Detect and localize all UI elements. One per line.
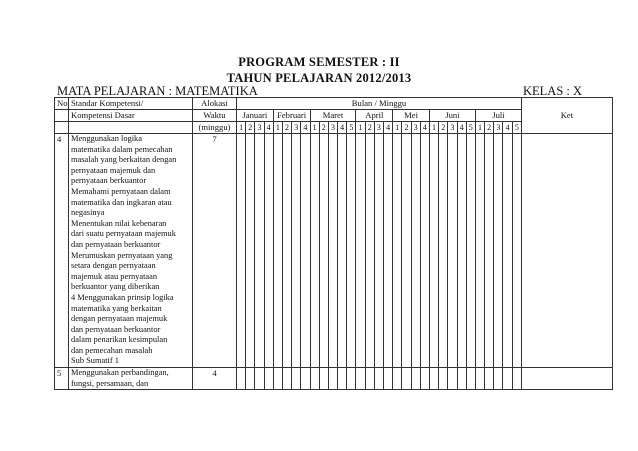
- week-schedule-cell: [365, 134, 374, 368]
- week-schedule-cell: [282, 368, 291, 390]
- competency-text-line: Merumuskan pernyataan yang: [71, 250, 173, 260]
- month-header-januari: Januari: [237, 110, 274, 122]
- month-header-maret: Maret: [310, 110, 356, 122]
- no-header-spacer: [55, 110, 69, 122]
- week-schedule-cell: [384, 368, 393, 390]
- week-schedule-cell: [402, 134, 411, 368]
- sk-header-line1: Standar Kompetensi/: [69, 98, 193, 110]
- week-schedule-cell: [475, 368, 484, 390]
- table-row: [55, 134, 613, 368]
- no-header-spacer: [55, 122, 69, 134]
- week-schedule-cell: [485, 134, 494, 368]
- week-schedule-cell: [255, 134, 264, 368]
- week-number-cell: 1: [273, 122, 282, 134]
- competency-text-line: berkuantor yang diberikan: [71, 282, 160, 292]
- week-schedule-cell: [494, 368, 503, 390]
- week-number-cell: 1: [475, 122, 484, 134]
- competency-text-line: dengan pernyataan majemuk: [71, 314, 168, 324]
- competency-text-line: setara dengan pernyataan: [71, 261, 156, 271]
- week-number-cell: 1: [356, 122, 365, 134]
- week-schedule-cell: [246, 134, 255, 368]
- semester-program-table: [54, 97, 613, 390]
- week-number-cell: 2: [485, 122, 494, 134]
- week-schedule-cell: [485, 368, 494, 390]
- week-schedule-cell: [237, 368, 246, 390]
- week-schedule-cell: [402, 368, 411, 390]
- week-schedule-cell: [292, 134, 301, 368]
- competency-text-line: fungsi, persamaan, dan: [71, 378, 149, 388]
- competency-text-line: dan pernyataan berkuantor: [71, 324, 161, 334]
- week-schedule-cell: [466, 368, 475, 390]
- competency-text-line: Menentukan nilai kebenaran: [71, 218, 167, 228]
- week-schedule-cell: [319, 134, 328, 368]
- competency-text-line: dan pemecahan masalah: [71, 345, 153, 355]
- no-header: No: [55, 98, 69, 110]
- week-number-cell: 4: [420, 122, 429, 134]
- week-number-cell: 3: [448, 122, 457, 134]
- week-number-cell: 4: [301, 122, 310, 134]
- week-schedule-cell: [429, 368, 438, 390]
- alokasi-header-line1: Alokasi: [193, 98, 237, 110]
- ket-cell: [522, 368, 613, 390]
- week-schedule-cell: [439, 368, 448, 390]
- month-header-juni: Juni: [429, 110, 475, 122]
- competency-text-line: pernyataan majemuk dan: [71, 165, 156, 175]
- row-number: 4: [55, 134, 69, 368]
- week-schedule-cell: [264, 368, 273, 390]
- week-schedule-cell: [356, 368, 365, 390]
- week-number-cell: 2: [282, 122, 291, 134]
- competency-text-line: Memahami pernyataan dalam: [71, 186, 171, 196]
- week-schedule-cell: [420, 134, 429, 368]
- week-schedule-cell: [356, 134, 365, 368]
- week-schedule-cell: [457, 134, 466, 368]
- week-number-cell: 3: [411, 122, 420, 134]
- week-number-cell: 2: [319, 122, 328, 134]
- competency-text-line: pernyataan berkuantor: [71, 176, 147, 186]
- week-schedule-cell: [448, 368, 457, 390]
- week-number-cell: 1: [429, 122, 438, 134]
- week-schedule-cell: [310, 134, 319, 368]
- week-schedule-cell: [384, 134, 393, 368]
- week-schedule-cell: [393, 368, 402, 390]
- week-schedule-cell: [393, 134, 402, 368]
- month-header-april: April: [356, 110, 393, 122]
- program-title: PROGRAM SEMESTER : II: [238, 55, 400, 69]
- week-schedule-cell: [338, 368, 347, 390]
- week-number-cell: 1: [237, 122, 246, 134]
- week-schedule-cell: [328, 368, 337, 390]
- week-number-cell: 2: [402, 122, 411, 134]
- month-header-februari: Februari: [273, 110, 310, 122]
- week-schedule-cell: [301, 134, 310, 368]
- week-schedule-cell: [512, 368, 521, 390]
- week-number-cell: 4: [338, 122, 347, 134]
- competency-text-line: matematika dalam pemecahan: [71, 144, 173, 154]
- time-allocation: 4: [193, 368, 237, 390]
- week-number-cell: 2: [246, 122, 255, 134]
- week-number-cell: 4: [503, 122, 512, 134]
- week-schedule-cell: [466, 134, 475, 368]
- subject-label: MATA PELAJARAN : MATEMATIKA: [57, 84, 258, 98]
- week-schedule-cell: [347, 134, 356, 368]
- competency-text-line: negasinya: [71, 208, 105, 218]
- ket-header: Ket: [522, 98, 613, 134]
- week-schedule-cell: [237, 134, 246, 368]
- week-schedule-cell: [365, 368, 374, 390]
- week-number-cell: 3: [292, 122, 301, 134]
- month-header-mei: Mei: [393, 110, 430, 122]
- week-schedule-cell: [494, 134, 503, 368]
- competency-text-line: Menggunakan logika: [71, 134, 142, 143]
- week-schedule-cell: [411, 368, 420, 390]
- week-number-cell: 3: [374, 122, 383, 134]
- week-schedule-cell: [475, 134, 484, 368]
- week-schedule-cell: [374, 368, 383, 390]
- week-schedule-cell: [310, 368, 319, 390]
- week-number-cell: 3: [255, 122, 264, 134]
- week-schedule-cell: [503, 134, 512, 368]
- week-schedule-cell: [292, 368, 301, 390]
- competency-text-line: Menggunakan perbandingan,: [71, 368, 169, 378]
- competency-text-line: dari suatu pernyataan majemuk: [71, 229, 176, 239]
- week-schedule-cell: [273, 368, 282, 390]
- week-schedule-cell: [429, 134, 438, 368]
- alokasi-header-line3: (minggu): [193, 122, 237, 134]
- table-row: [55, 368, 613, 390]
- competency-text-line: matematika dan ingkaran atau: [71, 197, 172, 207]
- week-schedule-cell: [246, 368, 255, 390]
- week-number-cell: 1: [393, 122, 402, 134]
- week-schedule-cell: [512, 134, 521, 368]
- ket-cell: [522, 134, 613, 368]
- week-number-cell: 4: [384, 122, 393, 134]
- week-schedule-cell: [328, 134, 337, 368]
- row-number: 5: [55, 368, 69, 390]
- competency-description: [69, 134, 193, 368]
- week-schedule-cell: [255, 368, 264, 390]
- week-number-cell: 5: [512, 122, 521, 134]
- week-schedule-cell: [264, 134, 273, 368]
- academic-year-title: TAHUN PELAJARAN 2012/2013: [226, 71, 412, 85]
- week-number-cell: 4: [457, 122, 466, 134]
- week-schedule-cell: [282, 134, 291, 368]
- competency-text-line: dan pernyataan berkuantor: [71, 239, 161, 249]
- header-row-1: [55, 98, 613, 110]
- week-number-cell: 5: [347, 122, 356, 134]
- competency-text-line: matematika yang berkaitan: [71, 303, 162, 313]
- week-schedule-cell: [457, 368, 466, 390]
- week-schedule-cell: [273, 134, 282, 368]
- week-number-cell: 3: [328, 122, 337, 134]
- week-schedule-cell: [503, 368, 512, 390]
- week-number-cell: 2: [439, 122, 448, 134]
- week-schedule-cell: [319, 368, 328, 390]
- alokasi-header-line2: Waktu: [193, 110, 237, 122]
- week-schedule-cell: [439, 134, 448, 368]
- competency-text-line: majemuk atau pernyataan: [71, 271, 158, 281]
- week-schedule-cell: [411, 134, 420, 368]
- week-schedule-cell: [448, 134, 457, 368]
- sk-header-spacer: [69, 122, 193, 134]
- week-number-cell: 2: [365, 122, 374, 134]
- class-label: KELAS : X: [523, 84, 583, 98]
- week-schedule-cell: [374, 134, 383, 368]
- week-schedule-cell: [301, 368, 310, 390]
- week-number-cell: 5: [466, 122, 475, 134]
- week-schedule-cell: [420, 368, 429, 390]
- competency-description: [69, 368, 193, 390]
- competency-text-line: 4 Menggunakan prinsip logika: [71, 292, 174, 302]
- week-schedule-cell: [347, 368, 356, 390]
- week-number-cell: 4: [264, 122, 273, 134]
- bulan-minggu-header: Bulan / Minggu: [237, 98, 522, 110]
- sk-header-line2: Kompetensi Dasar: [69, 110, 193, 122]
- week-number-cell: 3: [494, 122, 503, 134]
- competency-text-line: Sub Sumatif 1: [71, 356, 119, 366]
- week-number-cell: 1: [310, 122, 319, 134]
- month-header-juli: Juli: [475, 110, 521, 122]
- time-allocation: 7: [193, 134, 237, 368]
- competency-text-line: dalam penarikan kesimpulan: [71, 335, 168, 345]
- competency-text-line: masalah yang berkaitan dengan: [71, 155, 177, 165]
- week-schedule-cell: [338, 134, 347, 368]
